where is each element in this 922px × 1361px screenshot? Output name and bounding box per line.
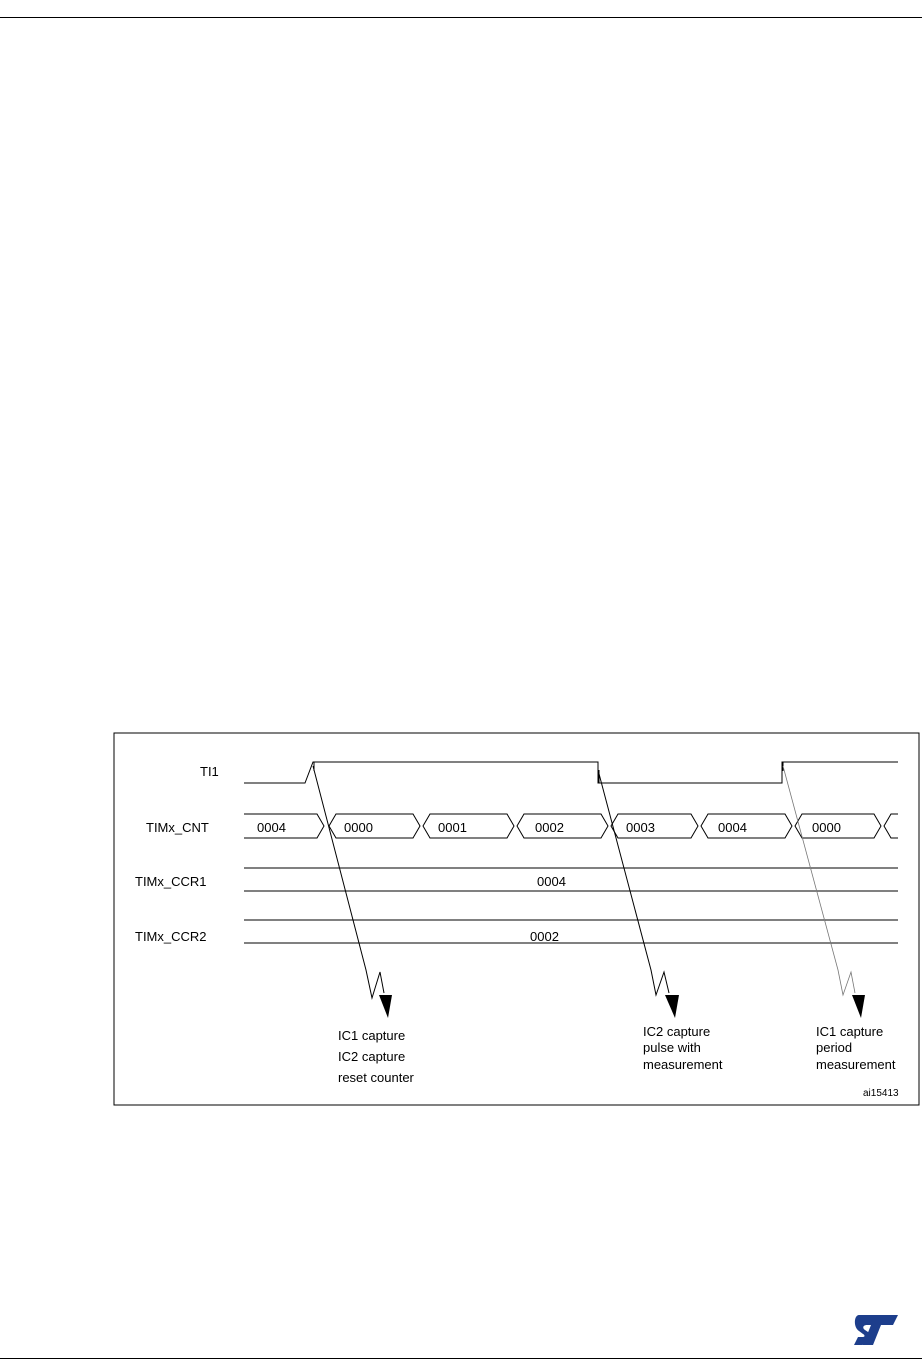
label-ccr2: TIMx_CCR2 [135, 929, 207, 944]
cnt-value: 0003 [626, 820, 655, 835]
annotation-first-line3: reset counter [338, 1070, 414, 1085]
cnt-value: 0004 [718, 820, 747, 835]
cnt-value: 0004 [257, 820, 286, 835]
cnt-value: 0002 [535, 820, 564, 835]
annotation-second-line3: measurement [643, 1057, 723, 1072]
figure-frame [114, 733, 919, 1105]
label-cnt: TIMx_CNT [146, 820, 209, 835]
figure-id: ai15413 [863, 1088, 899, 1099]
annotation-third-line1: IC1 capture [816, 1024, 884, 1039]
annotation-third-line2: period [816, 1040, 853, 1055]
annotation-first-line2: IC2 capture [338, 1049, 406, 1064]
ccr1-value: 0004 [537, 874, 566, 889]
cnt-bus [244, 814, 898, 838]
arrow-ic1-ic2-reset [313, 766, 392, 1018]
label-ccr1: TIMx_CCR1 [135, 874, 207, 889]
annotation-second-line2: pulse with [643, 1040, 701, 1055]
label-ti1: TI1 [200, 764, 219, 779]
arrow-ic1-period [783, 766, 865, 1018]
cnt-value: 0000 [812, 820, 841, 835]
ccr2-value: 0002 [530, 929, 559, 944]
arrow-ic2-pulse [598, 770, 679, 1018]
annotation-third-line3: measurement [816, 1057, 896, 1072]
annotation-first-line1: IC1 capture [338, 1028, 406, 1043]
ti1-waveform [244, 762, 898, 783]
st-logo [853, 1313, 899, 1347]
cnt-value: 0000 [344, 820, 373, 835]
cnt-value: 0001 [438, 820, 467, 835]
annotation-second-line1: IC2 capture [643, 1024, 711, 1039]
